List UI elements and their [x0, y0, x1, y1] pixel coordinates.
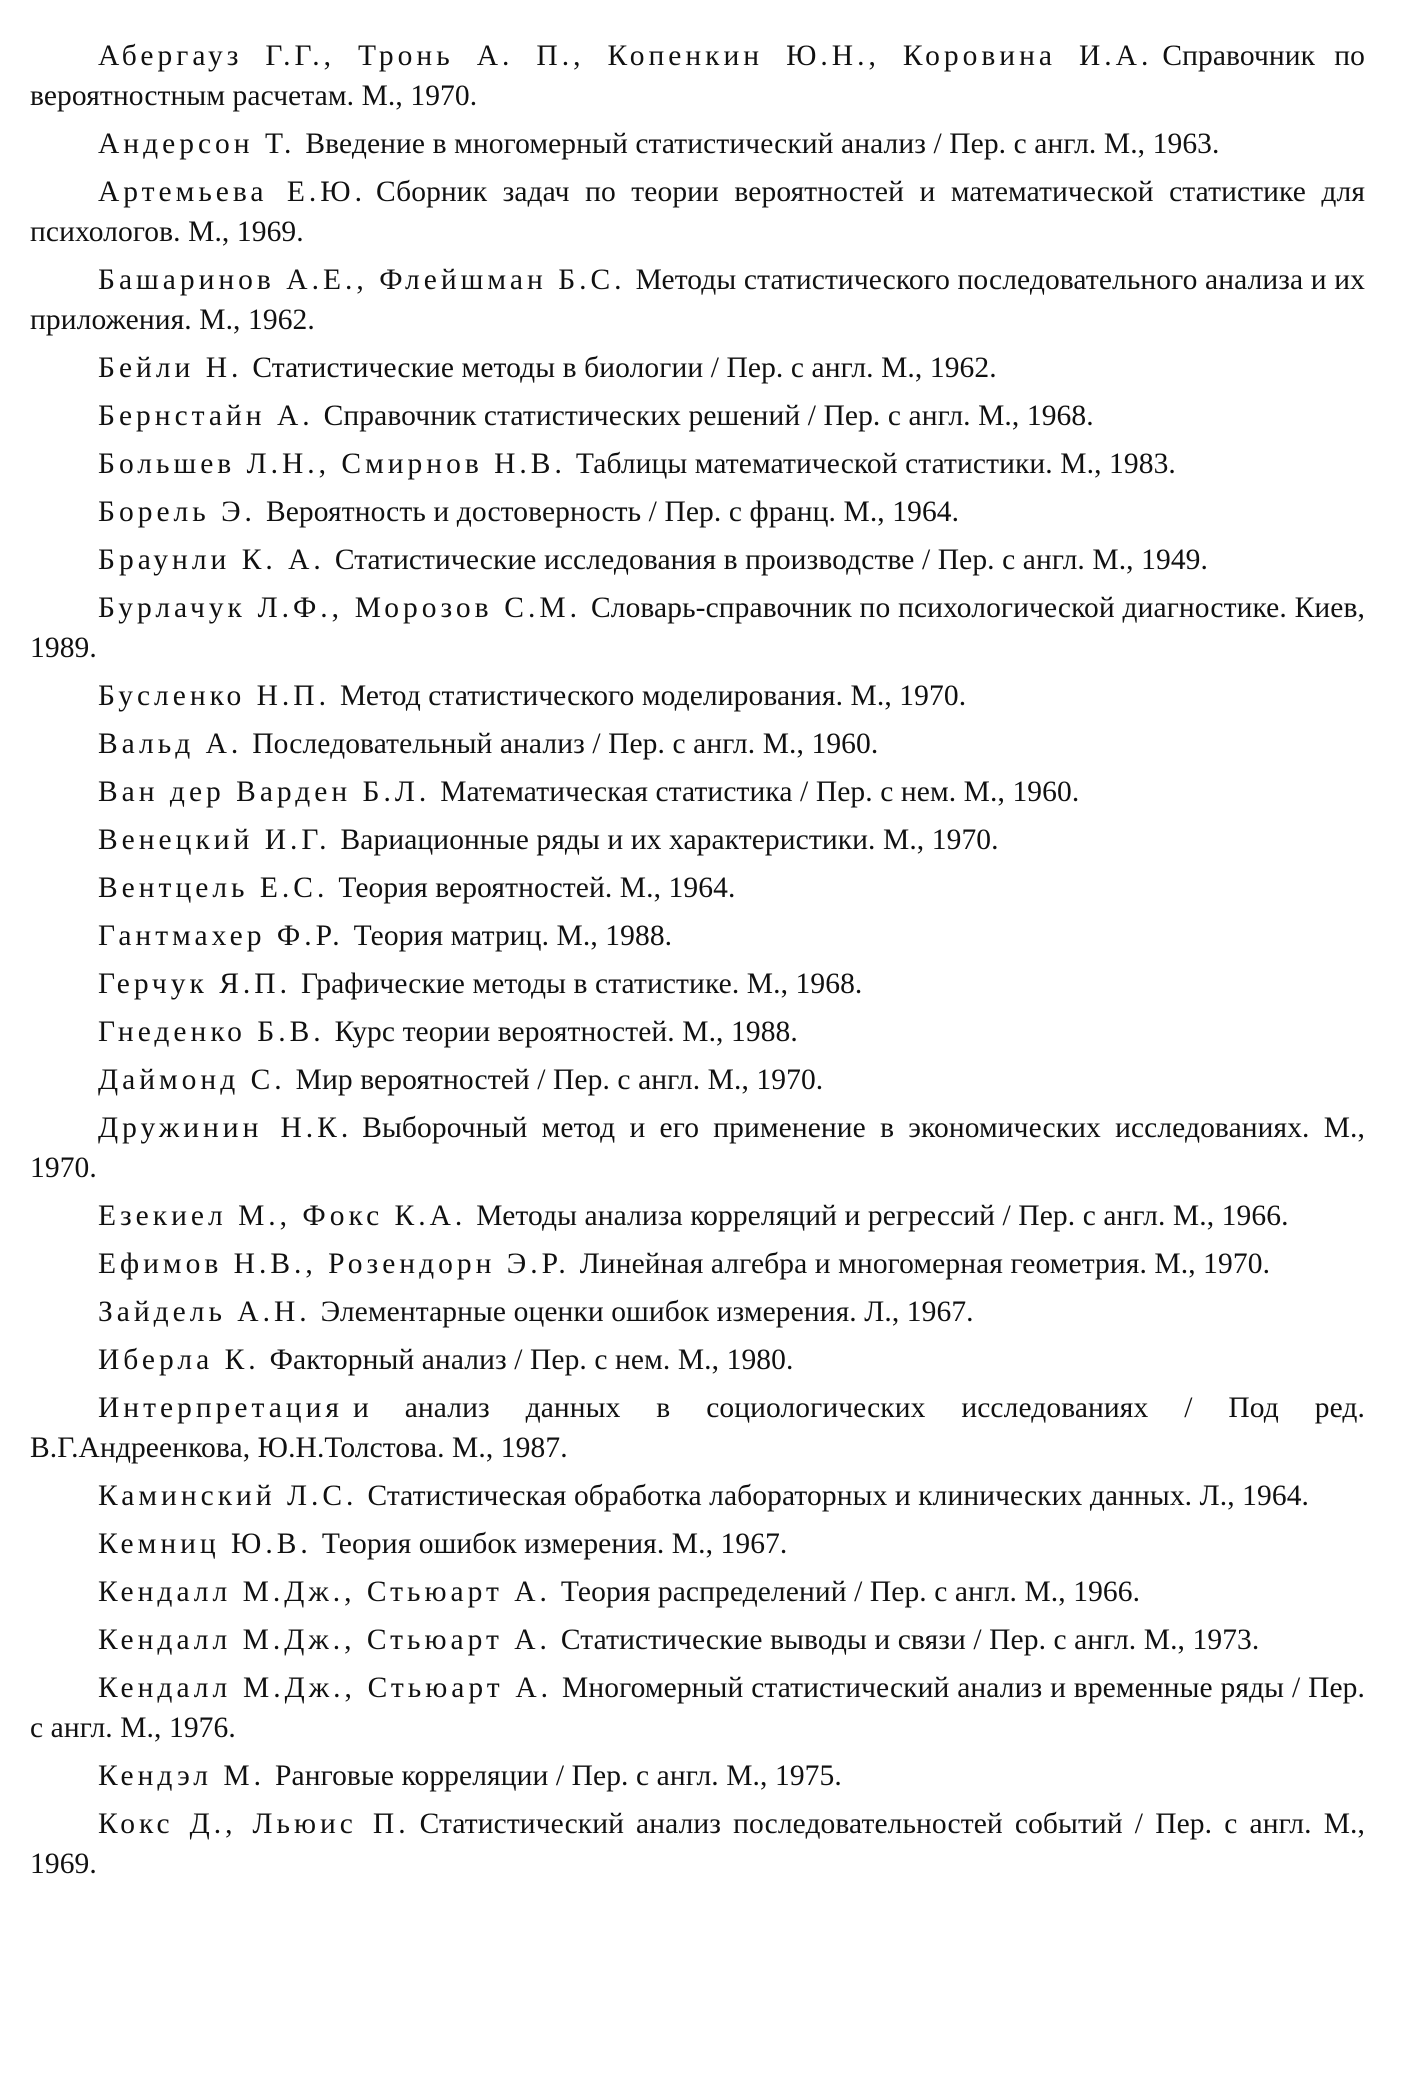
- entry-author: Большев Л.Н., Смирнов Н.В.: [98, 448, 566, 480]
- entry-author: Кемниц Ю.В.: [98, 1528, 312, 1560]
- entry-work: и анализ данных в социологических исследованиях / Под ред. В.Г.Андреенкова, Ю.Н.Толстова. М., 1987.: [30, 1392, 1365, 1464]
- bibliography-entry: [30, 1340, 1365, 1380]
- entry-work: Словарь-справочник по психологической диагностике. Киев, 1989.: [30, 592, 1365, 664]
- bibliography-entry: [30, 396, 1365, 436]
- entry-work: Теория ошибок измерения. М., 1967.: [321, 1528, 788, 1560]
- entry-author: Артемьева Е.Ю.: [98, 176, 366, 208]
- bibliography-entry: [30, 1108, 1365, 1188]
- entry-work: Элементарные оценки ошибок измерения. Л., 1967.: [320, 1296, 974, 1328]
- bibliography-entry: [30, 124, 1365, 164]
- entry-author: Бернстайн А.: [98, 400, 314, 432]
- bibliography-entry: [30, 1012, 1365, 1052]
- entry-author: Вентцель Е.С.: [98, 872, 329, 904]
- entry-author: Абергауз Г.Г., Тронь А. П., Копенкин Ю.Н., Коровина И.А.: [98, 40, 1153, 72]
- bibliography-entry: [30, 260, 1365, 340]
- bibliography-entry: [30, 676, 1365, 716]
- entry-author: Башаринов А.Е., Флейшман Б.С.: [98, 264, 626, 296]
- entry-work: Выборочный метод и его применение в экономических исследованиях. М., 1970.: [30, 1112, 1365, 1184]
- entry-work: Методы статистического последовательного анализа и их приложения. М., 1962.: [30, 264, 1365, 336]
- bibliography-entry: [30, 1060, 1365, 1100]
- entry-author: Ефимов Н.В., Розендорн Э.Р.: [98, 1248, 570, 1280]
- bibliography-entry: [30, 444, 1365, 484]
- entry-author: Езекиел М., Фокс К.А.: [98, 1200, 467, 1232]
- entry-author: Гнеденко Б.В.: [98, 1016, 325, 1048]
- bibliography-entry: [30, 172, 1365, 252]
- entry-author: Иберла К.: [98, 1344, 260, 1376]
- bibliography-entry: [30, 348, 1365, 388]
- bibliography-entry: [30, 868, 1365, 908]
- entry-author: Борель Э.: [98, 496, 256, 528]
- entry-work: Линейная алгебра и многомерная геометрия. М., 1970.: [579, 1248, 1271, 1280]
- bibliography-entry: [30, 492, 1365, 532]
- entry-work: Таблицы математической статистики. М., 1983.: [575, 448, 1176, 480]
- entry-author: Даймонд С.: [98, 1064, 286, 1096]
- entry-work: Теория вероятностей. М., 1964.: [338, 872, 736, 904]
- entry-author: Бусленко Н.П.: [98, 680, 330, 712]
- entry-work: Справочник по вероятностным расчетам. М., 1970.: [30, 40, 1365, 112]
- entry-author: Гантмахер Ф.Р.: [98, 920, 344, 952]
- bibliography-entry: [30, 820, 1365, 860]
- entry-work: Ранговые корреляции / Пер. с англ. М., 1975.: [275, 1760, 842, 1792]
- bibliography-entry: [30, 1524, 1365, 1564]
- entry-author: Интерпретация: [98, 1392, 343, 1424]
- bibliography-entry: [30, 964, 1365, 1004]
- entry-work: Многомерный статистический анализ и временные ряды / Пер. с англ. М., 1976.: [30, 1672, 1366, 1744]
- entry-author: Вальд А.: [98, 728, 243, 760]
- entry-author: Браунли К. А.: [98, 544, 325, 576]
- entry-work: Графические методы в статистике. М., 1968.: [300, 968, 863, 1000]
- bibliography-entry: [30, 1388, 1365, 1468]
- bibliography-entry: [30, 1668, 1365, 1748]
- entry-work: Статистические выводы и связи / Пер. с англ. М., 1973.: [560, 1624, 1260, 1656]
- entry-author: Дружинин Н.К.: [98, 1112, 353, 1144]
- entry-author: Ван дер Варден Б.Л.: [98, 776, 431, 808]
- bibliography-entry: [30, 1756, 1365, 1796]
- entry-author: Кендалл М.Дж., Стьюарт А.: [98, 1672, 553, 1704]
- entry-author: Кендалл М.Дж., Стьюарт А.: [98, 1624, 551, 1656]
- entry-author: Венецкий И.Г.: [98, 824, 331, 856]
- entry-work: Справочник статистических решений / Пер. с англ. М., 1968.: [323, 400, 1094, 432]
- entry-work: Сборник задач по теории вероятностей и математической статистике для психологов. М., 1969.: [30, 176, 1365, 248]
- entry-work: Мир вероятностей / Пер. с англ. М., 1970.: [295, 1064, 824, 1096]
- bibliography-entry: [30, 1620, 1365, 1660]
- entry-work: Теория распределений / Пер. с англ. М., 1966.: [560, 1576, 1141, 1608]
- entry-work: Введение в многомерный статистический анализ / Пер. с англ. М., 1963.: [305, 128, 1220, 160]
- entry-work: Статистический анализ последовательностей событий / Пер. с англ. М., 1969.: [30, 1808, 1365, 1880]
- bibliography-entry: [30, 588, 1365, 668]
- entry-author: Бейли Н.: [98, 352, 243, 384]
- entry-work: Факторный анализ / Пер. с нем. М., 1980.: [269, 1344, 794, 1376]
- bibliography-entry: [30, 724, 1365, 764]
- bibliography-list: [30, 36, 1365, 1884]
- entry-work: Последовательный анализ / Пер. с англ. М., 1960.: [252, 728, 879, 760]
- entry-author: Кендалл М.Дж., Стьюарт А.: [98, 1576, 551, 1608]
- entry-work: Курс теории вероятностей. М., 1988.: [334, 1016, 798, 1048]
- entry-author: Кендэл М.: [98, 1760, 266, 1792]
- entry-work: Методы анализа корреляций и регрессий / Пер. с англ. М., 1966.: [476, 1200, 1289, 1232]
- bibliography-entry: [30, 1572, 1365, 1612]
- bibliography-entry: [30, 916, 1365, 956]
- entry-author: Кокс Д., Льюис П.: [98, 1808, 410, 1840]
- entry-work: Вариационные ряды и их характеристики. М., 1970.: [340, 824, 999, 856]
- bibliography-entry: [30, 1292, 1365, 1332]
- entry-author: Бурлачук Л.Ф., Морозов С.М.: [98, 592, 581, 624]
- entry-author: Андерсон Т.: [98, 128, 296, 160]
- entry-work: Теория матриц. М., 1988.: [353, 920, 673, 952]
- entry-work: Математическая статистика / Пер. с нем. М., 1960.: [440, 776, 1080, 808]
- bibliography-entry: [30, 1804, 1365, 1884]
- entry-author: Зайдель А.Н.: [98, 1296, 311, 1328]
- entry-author: Каминский Л.С.: [98, 1480, 358, 1512]
- entry-work: Статистические методы в биологии / Пер. с англ. М., 1962.: [252, 352, 997, 384]
- entry-author: Герчук Я.П.: [98, 968, 291, 1000]
- bibliography-entry: [30, 772, 1365, 812]
- entry-work: Метод статистического моделирования. М., 1970.: [339, 680, 967, 712]
- bibliography-entry: [30, 36, 1365, 116]
- bibliography-entry: [30, 1476, 1365, 1516]
- entry-work: Вероятность и достоверность / Пер. с франц. М., 1964.: [265, 496, 960, 528]
- entry-work: Статистическая обработка лабораторных и клинических данных. Л., 1964.: [367, 1480, 1310, 1512]
- bibliography-page: [30, 36, 1365, 1892]
- bibliography-entry: [30, 540, 1365, 580]
- bibliography-entry: [30, 1196, 1365, 1236]
- entry-work: Статистические исследования в производстве / Пер. с англ. М., 1949.: [334, 544, 1208, 576]
- bibliography-entry: [30, 1244, 1365, 1284]
